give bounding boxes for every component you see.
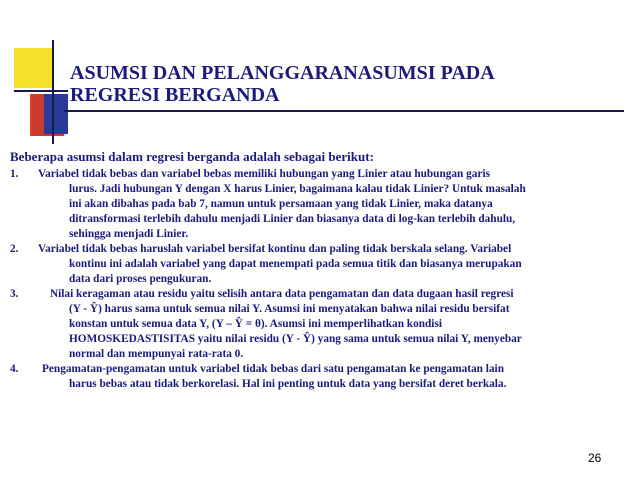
deco-vertical-rule: [52, 40, 54, 144]
item-number: 4.: [10, 363, 19, 375]
list-item-2: [10, 242, 610, 287]
item-number: 3.: [10, 288, 19, 300]
item-line: kontinu ini adalah variabel yang dapat menempati pada semua titik dan biasanya merupakan: [69, 258, 522, 270]
item-line: lurus. Jadi hubungan Y dengan X harus Linier, bagaimana kalau tidak Linier? Untuk masalah: [69, 183, 526, 195]
page-number: 26: [588, 451, 602, 465]
item-line: Variabel tidak bebas haruslah variabel bersifat kontinu dan paling tidak berskala selang. Variabel: [38, 243, 512, 255]
item-line: ditransformasi terlebih dahulu menjadi Linier dan biasanya data di log-kan terlebih dahulu,: [69, 213, 516, 225]
deco-yellow-square: [14, 48, 52, 88]
item-line: HOMOSKEDASTISITAS yaitu nilai residu (Y - Ŷ) yang sama untuk semua nilai Y, menyebar: [69, 333, 522, 345]
item-line: Variabel tidak bebas dan variabel bebas memiliki hubungan yang Linier atau hubungan garis: [38, 168, 491, 180]
item-line: Pengamatan-pengamatan untuk variabel tidak bebas dari satu pengamatan ke pengamatan lain: [42, 363, 504, 375]
item-line: normal dan mempunyai rata-rata 0.: [69, 348, 244, 360]
title-line-2: REGRESI BERGANDA: [70, 84, 280, 106]
list-item-3: [10, 287, 610, 362]
item-line: harus bebas atau tidak berkorelasi. Hal ini penting untuk data yang bersifat deret berkala.: [69, 378, 507, 390]
list-item-1: [10, 167, 610, 242]
title-underline: [64, 110, 624, 112]
item-line: Nilai keragaman atau residu yaitu selisih antara data pengamatan dan data dugaan hasil regresi: [50, 288, 514, 300]
deco-blue-square-main: [44, 94, 68, 134]
item-line: data dari proses pengukuran.: [69, 273, 212, 285]
title-line-1: ASUMSI DAN PELANGGARANASUMSI PADA: [70, 62, 495, 84]
slide-title: [70, 62, 590, 106]
item-line: sehingga menjadi Linier.: [69, 228, 189, 240]
list-item-4: [10, 362, 610, 392]
deco-horizontal-rule: [14, 90, 68, 92]
slide-body: [10, 148, 610, 392]
item-line: ini akan dibahas pada bab 7, namun untuk persamaan yang tidak Linier, maka datanya: [69, 198, 493, 210]
item-line: (Y - Ŷ) harus sama untuk semua nilai Y. Asumsi ini menyatakan bahwa nilai residu bersifat: [69, 303, 510, 315]
intro-text: Beberapa asumsi dalam regresi berganda adalah sebagai berikut:: [10, 149, 374, 164]
item-line: konstan untuk semua data Y, (Y – Ŷ = θ). Asumsi ini memperlihatkan kondisi: [69, 318, 442, 330]
item-number: 1.: [10, 168, 19, 180]
item-number: 2.: [10, 243, 19, 255]
